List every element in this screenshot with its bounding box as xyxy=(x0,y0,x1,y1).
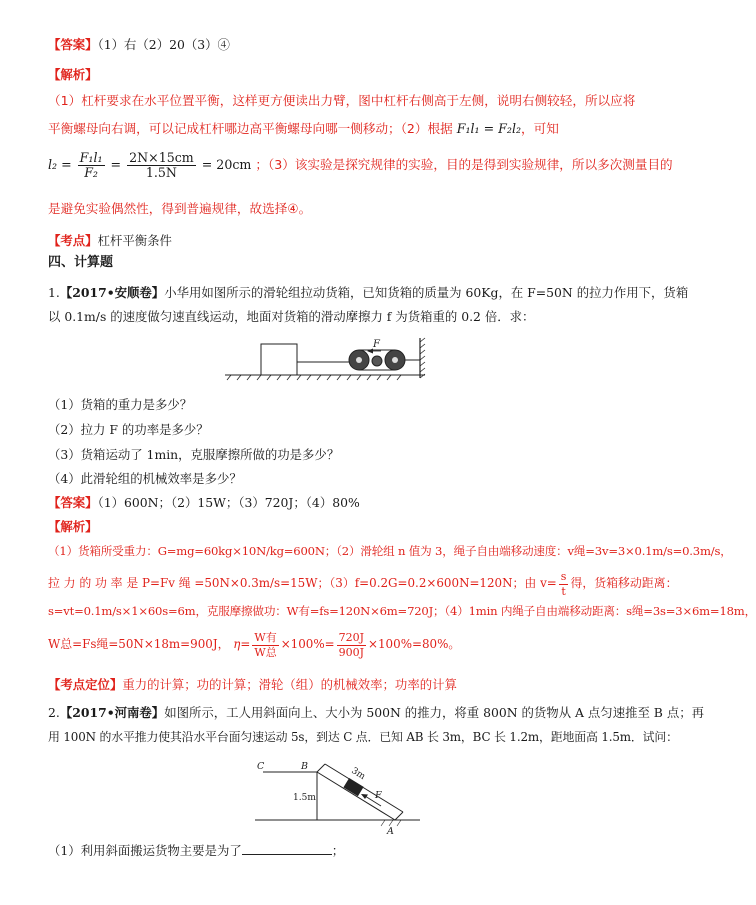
q2-source: 【2017•河南卷】 xyxy=(59,705,165,720)
wall-hatch xyxy=(420,338,425,378)
q1-eff-frac-2: $\frac{720J}{900J}$ xyxy=(338,630,365,659)
incline-force-arrowhead xyxy=(361,794,368,799)
prev-analysis-line-2 xyxy=(48,120,602,138)
pulley-left-hub xyxy=(356,357,362,363)
q1-kaodian-tag: 【考点定位】 xyxy=(48,677,123,692)
q1-sub-3: （3）货箱运动了 1min，克服摩擦所做的功是多少？ xyxy=(48,447,340,462)
pulley-middle xyxy=(372,356,382,366)
answer-tag: 【答案】 xyxy=(48,37,98,52)
formula-lhs: l₂ = xyxy=(48,157,72,172)
prev-analysis-l3b: ；（3）该实验是探究规律的实验，目的是得到实验规律，所以多次测量目的 xyxy=(255,157,673,172)
q1-velocity-frac: $\frac{s}{t}$ xyxy=(560,569,567,598)
answer-text: （1）右（2）20（3）④ xyxy=(97,37,230,52)
q1-sub-2: （2）拉力 F 的功率是多少？ xyxy=(48,422,209,437)
q1-sub-4: （4）此滑轮组的机械效率是多少？ xyxy=(48,471,242,486)
q1-analysis-line-4 xyxy=(48,628,602,660)
label-3m: 3m xyxy=(349,766,367,783)
q1-source: 【2017•安顺卷】 xyxy=(59,285,165,300)
q1-eff-frac-1: $\frac{\text{W有}}{\text{W总}}$ xyxy=(254,630,277,659)
q1-stem-line-1 xyxy=(48,284,689,302)
q1-stem-1: 小华用如图所示的滑轮组拉动货箱，已知货箱的质量为 60Kg，在 F=50N 的拉力作用下，货箱 xyxy=(164,285,689,300)
q2-stem-line-1 xyxy=(48,704,705,722)
ground-hatch xyxy=(227,375,401,380)
q1-analysis-l2a: 拉 力 的 功 率 是 P=Fv 绳 =50N×0.3m/s=15W；（3）f=0.2G=0.2×600N=120N；由 v= xyxy=(48,576,557,590)
q1-eta: η= xyxy=(233,637,251,651)
formula-frac-2: $\frac{2N\times 15cm}{1.5N}$ xyxy=(129,150,194,180)
prev-analysis-tag-line xyxy=(48,66,602,84)
q1-analysis-tag: 【解析】 xyxy=(48,519,98,534)
q2-stem-1: 如图所示，工人用斜面向上、大小为 500N 的推力，将重 800N 的货物从 A 点匀速推至 B 点；再 xyxy=(164,705,705,720)
q1-number: 1. xyxy=(48,285,60,300)
q1-analysis-l4-end: ×100%=80%。 xyxy=(368,637,461,651)
q2-stem-line-2: 用 100N 的水平推力使其沿水平台面匀速运动 5s，到达 C 点．已知 AB 长 3m，BC 长 1.2m，距地面高 1.5m．试问： xyxy=(48,730,678,744)
label-b: B xyxy=(301,761,308,772)
label-a: A xyxy=(387,826,394,837)
incline-figure xyxy=(255,754,425,836)
label-height: 1.5m xyxy=(293,793,316,803)
prev-analysis-line-1: （1）杠杆要求在水平位置平衡，这样更方便读出力臂，图中杠杆右侧高于左侧，说明右侧较轻，所以应将 xyxy=(48,93,636,108)
pulley-figure xyxy=(225,338,435,382)
prev-analysis-line-3 xyxy=(48,148,673,182)
q1-answer-tag: 【答案】 xyxy=(48,495,98,510)
force-label: F xyxy=(373,339,380,350)
formula-frac-1: $\frac{\text{F₁l₁}}{\text{F₂}}$ xyxy=(79,150,103,180)
prev-analysis-line-4: 是避免实验偶然性，得到普遍规律，故选择④。 xyxy=(48,201,312,216)
q1-analysis-line-1: （1）货箱所受重力：G=mg=60kg×10N/kg=600N；（2）滑轮组 n 值为 3，绳子自由端移动速度：v绳=3v=3×0.1m/s=0.3m/s， xyxy=(48,544,732,558)
section-title: 四、计算题 xyxy=(48,255,114,270)
q2-answer-blank[interactable] xyxy=(242,842,332,855)
q2-sub-1 xyxy=(48,842,602,860)
kaodian-tag: 【考点】 xyxy=(48,233,98,248)
q1-analysis-line-2 xyxy=(48,568,678,599)
q2-sub1-end: ； xyxy=(331,843,345,858)
formula-result: = 20cm xyxy=(201,157,252,172)
label-f2: F xyxy=(375,790,382,801)
prev-kaodian-line xyxy=(48,232,602,250)
formula-eq: = xyxy=(110,157,122,172)
q1-analysis-l2b: 得，货箱移动距离： xyxy=(570,576,678,590)
prev-analysis-l2c: ，可知 xyxy=(521,121,559,136)
q1-sub-1: （1）货箱的重力是多少？ xyxy=(48,397,193,412)
q1-analysis-line-3: s=vt=0.1m/s×1×60s=6m，克服摩擦做功：W有=fs=120N×6m=720J；（4）1min 内绳子自由端移动距离：s绳=3s=3×6m=18m， xyxy=(48,604,756,618)
q1-kaodian-line xyxy=(48,676,602,694)
prev-answer-line xyxy=(48,36,602,54)
q1-answer-text: （1）600N；（2）15W；（3）720J；（4）80% xyxy=(97,495,360,510)
prev-analysis-l2a: 平衡螺母向右调，可以记成杠杆哪边高平衡螺母向哪一侧移动；（2）根据 xyxy=(48,121,453,136)
pulley-right-hub xyxy=(392,357,398,363)
q2-number: 2. xyxy=(48,705,60,720)
q1-analysis-l4-mid: ×100%= xyxy=(280,637,335,651)
q1-stem-line-2: 以 0.1m/s 的速度做匀速直线运动，地面对货箱的滑动摩擦力 f 为货箱重的 0.2 倍．求： xyxy=(48,309,535,324)
analysis-tag: 【解析】 xyxy=(48,67,98,82)
label-c: C xyxy=(257,761,265,772)
cargo-box xyxy=(261,344,297,375)
q1-analysis-l4a: W总=Fs绳=50N×18m=900J， xyxy=(48,637,230,651)
kaodian-text: 杠杆平衡条件 xyxy=(97,233,172,248)
q1-analysis-tag-line xyxy=(48,518,602,536)
cargo-block xyxy=(344,779,363,796)
q2-sub1-text: （1）利用斜面搬运货物主要是为了 xyxy=(48,843,242,858)
balance-formula: F₁l₁ = F₂l₂ xyxy=(456,121,522,136)
q1-kaodian-text: 重力的计算；功的计算；滑轮（组）的机械效率；功率的计算 xyxy=(122,677,457,692)
incline-top xyxy=(317,772,395,820)
q1-answer-line xyxy=(48,494,602,512)
